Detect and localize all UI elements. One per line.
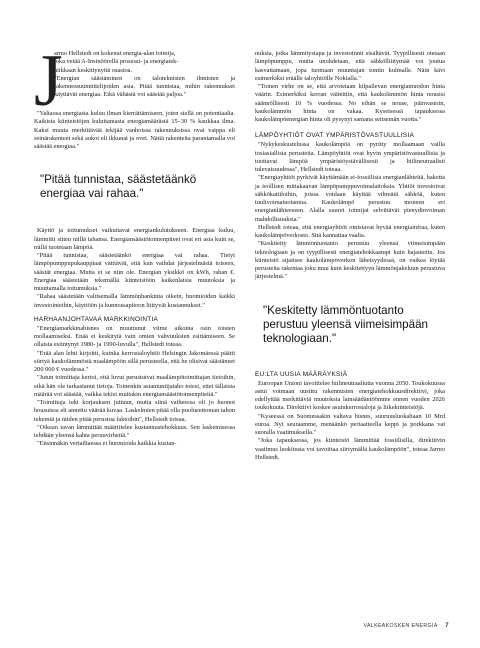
left-column (34, 40, 235, 449)
intro-line: niikkaan keskittynyttä osastoa. (54, 66, 133, 74)
page-number: 7 (445, 623, 449, 629)
page-footer (363, 623, 449, 629)
paragraph: Käyttö ja tottumukset vaikuttavat energiankulutukseen. Energiaa kuluu, lämmitti sitten millä tahansa. Energiansäästötoimenpiteet ovat eri asia kuin se, millä tuotetaan lämpöä. (34, 227, 235, 251)
intro-block (34, 40, 235, 122)
paragraph: "Ensinnäkin vertailtaessa ei huomioida kaikkia kustan- (37, 440, 177, 448)
paragraph: "Joka tapauksessa, jos kiinteistö lämmittää fossiilisilla, direktiivin vaatimus luokitusta voi tavoittaa siirtymällä kaukolämpöön", toteaa Jarmo Hellstedt. (255, 437, 445, 461)
publication-name: VALKEAKOSKEN ENERGIA (363, 623, 438, 629)
paragraph: "Jutun toimittaja kertoi, että luvut perustuivat maalämpötoimittajan tietoihin, eikä hän ole tarkastanut tietoja. Toinenkin asiantuntijataho totesi, ettei tällaista määrää voi säästää, vaikka tekisi muitakin energiansäästötoimenpiteitä." (34, 374, 235, 398)
right-column (255, 50, 445, 462)
paragraph: "Rahaa säästetään valitsemalla lämmönhankinta oikein, huomioiden kaikki investointeihin, käyttöön ja kunnossapitoon liittyvät kustannukset." (34, 293, 235, 309)
pull-quote: "Pitää tunnistaa, säästetäänkö energiaa vai rahaa." (40, 173, 197, 201)
paragraph: Euroopan Unioni tavoittelee hiilineutraaliutta vuonna 2050. Toukokuussa astui voimaan uusittu rakennusten energiatehokkuusdirektiivi, joka edellyttää merkittäviä muutoksia lainsäädäntöömme ennen vuoden 2026 toukokuuta. Direktiivi koskee asuinkerrostaloja ja liikekiinteistöjä. (255, 379, 445, 412)
paragraph: "Erää alan lehti kirjoitti, kuinka kerrostaloyhtiö Helsingin Jakomäessä päätti siirtyä kaukolämmöstä maalämpöön sillä perusteella, että he olisivat säästäneet 200 000 € vuodessa." (34, 349, 235, 373)
intro-lines (54, 50, 235, 110)
intro-line: joka vetää A-Insinöörellä prosessi- ja energiatek- (54, 58, 179, 66)
drop-cap: J (34, 40, 63, 122)
paragraph: nuksia, jotka lämmitystapa ja investoinnit sisältävät. Tyypillisesti otetaan lämpöpumppu, mutta unohdetaan, että sähkölliittymää voi joutua kasvattamaan, jopa tuomaan muuntajan tontin kulmalle. Näin kävi esimerkiksi eräälle taloyhtiölle Nokialla." (255, 50, 445, 82)
pull-quote: "Keskitetty lämmöntuotanto perustuu yleensä viimeisimpään teknologiaan." (263, 303, 428, 345)
paragraph: Hellstedt toteaa, että energiayhtiöt omistavat hyvää energiainfraa, kuten kaukolämpöverkosto. Sitä kannattaa vaalia. (255, 223, 445, 239)
paragraph: "Valtaosa energiasta kuluu ilman kierrättämiseen, joten siellä on potentiaalia. Kaikista kiinteistöjen kuluttamasta energiamäärästä 15–30 % kaukkaa ilma. Kaksi muuta merkittävää tekijää vanhoissa rakennuksissa ovat vaippa eli seinärakenteet sekä aukot eli ikkunat ja ovet. Näitä rakenteita parantamalla voi säästää energiaa." (34, 110, 235, 150)
paragraph: "Energiamarkkinabisnes on muuttunut viime aikoina osin toisten mollaamiseksi. Enää ei keskitytä vain omien vahvuuksien esittämiseen. Se ollaista esiintynyt 1980- ja 1990-luvulla", Hellstedt toteaa. (34, 324, 235, 349)
paragraph: "Energian säästäminen on taloteknisten ihmisten ja rakennessuunnittelijoiden asia. Pitää tunnistaa, mihin rakennukset käyttävät energiaa. Eikä vähästä voi säästää paljoa." (54, 74, 235, 99)
section-heading: EU:LTA UUSIA MÄÄRÄYKSIÄ (255, 370, 348, 378)
paragraph: "Oikean tavan lämmittää määrittelee kustannustehokkuus. Sen laskemisessa tehdään yleensä kahta peruuvirhettä." (34, 423, 235, 439)
section-heading: LÄMPÖYHTIÖT OVAT YMPÄRISTÖVASTUULLISIA (255, 132, 415, 140)
paragraph: "Toimittaja teki korjauksen juttuun, mutta siinä vaiheessa oli jo huonot housuissa eli annettu väärää kuvaa. Laskelmien pitää olla puolueettoman tahon tekemiä ja niiden pitää perustua faktoihin", Hellstedt toteaa. (34, 399, 235, 423)
section-heading: HARHAANJOHTAVAA MARKKINOINTIA (34, 315, 159, 323)
paragraph: "Nykykeskustelussa kaukolämpöä on pyritty mollaamaan vailla tosiasiallisia perusteita. Lämpöyhtiöt ovat hyvin ympäristövastuullisia ja tuottavat lämpöä ympäristöystävällisesti ja hiilineutraalisti tulevaisuudessa", Hellstedt toteaa. (255, 141, 445, 173)
paragraph: "Toinen virhe on se, että arvotetaan kilpailevan energiamuodon hinta väärin. Esimerkiksi kerran väitettiin, että kaukolämmön hinta nousisi säännöllisesti 10 % vuodessa. No eihän se nouse, päinvastoin, kaukolämmön hinta on vakaa. Kyseisessä tapauksessa kaukolämpöenergian hinta oli pysynyt samana seitsemän vuotta." (255, 83, 445, 123)
paragraph: "Pitää tunnistaa, säästetäänkö energiaa vai rahaa. Tietyt lämpöpumppupukauppiaat väittävät, että kun vaihdat järjestelmästä toiseen, säästät energiaa. Mutta ei se niin ole. Energian yksikkö on kWh, rahan €. Energiaa säästetään tekemällä kiinteistöön kaikenlaisia muutoksia ja muuttamalla tottumuksia." (34, 252, 235, 292)
intro-line: armo Hellstedt on kokenut energia-alan toimija, (54, 50, 176, 57)
paragraph: "Energiayhtiöt pyrkivät käyttämään ei-fossiilisia energianlähteitä, haketta ja teollisen mittakaavan lämpöpumppuvoimalaitoksia. Yhtiöt investoivat sähkökattiloihin, joissa voidaan käyttää vihreätä sähköä, kuten tuulivoimatuotantoa. Kaukolämpö perustuu moneen eri energianlähteeseen. Alalla suuret toimijat selvittävät pienydinvoiman mahdollisuuksia." (255, 174, 445, 223)
paragraph: "Kyseessä on Suomessakin valtava bisnes, suuruusluokaltaan 10 Mrd euroa. Nyt seuraamme, menäänkö periaatteella keppi ja porkkana vai suoralla vaatimuksella." (255, 412, 445, 436)
paragraph: "Keskitetty lämmöntuotanto perustuu yleensä viimeisimpään teknologiaan ja on tyypillisesti energiatehokkaampi kuin hajautettu. Jos kiinteistö sijaitsee kaukolämpöverkon läheisyydessä, on vaikea löytää perusteita rakentaa joku muu kuin keskitettyyn lämmönjakeluun perustuva järjestelmä." (255, 240, 445, 281)
